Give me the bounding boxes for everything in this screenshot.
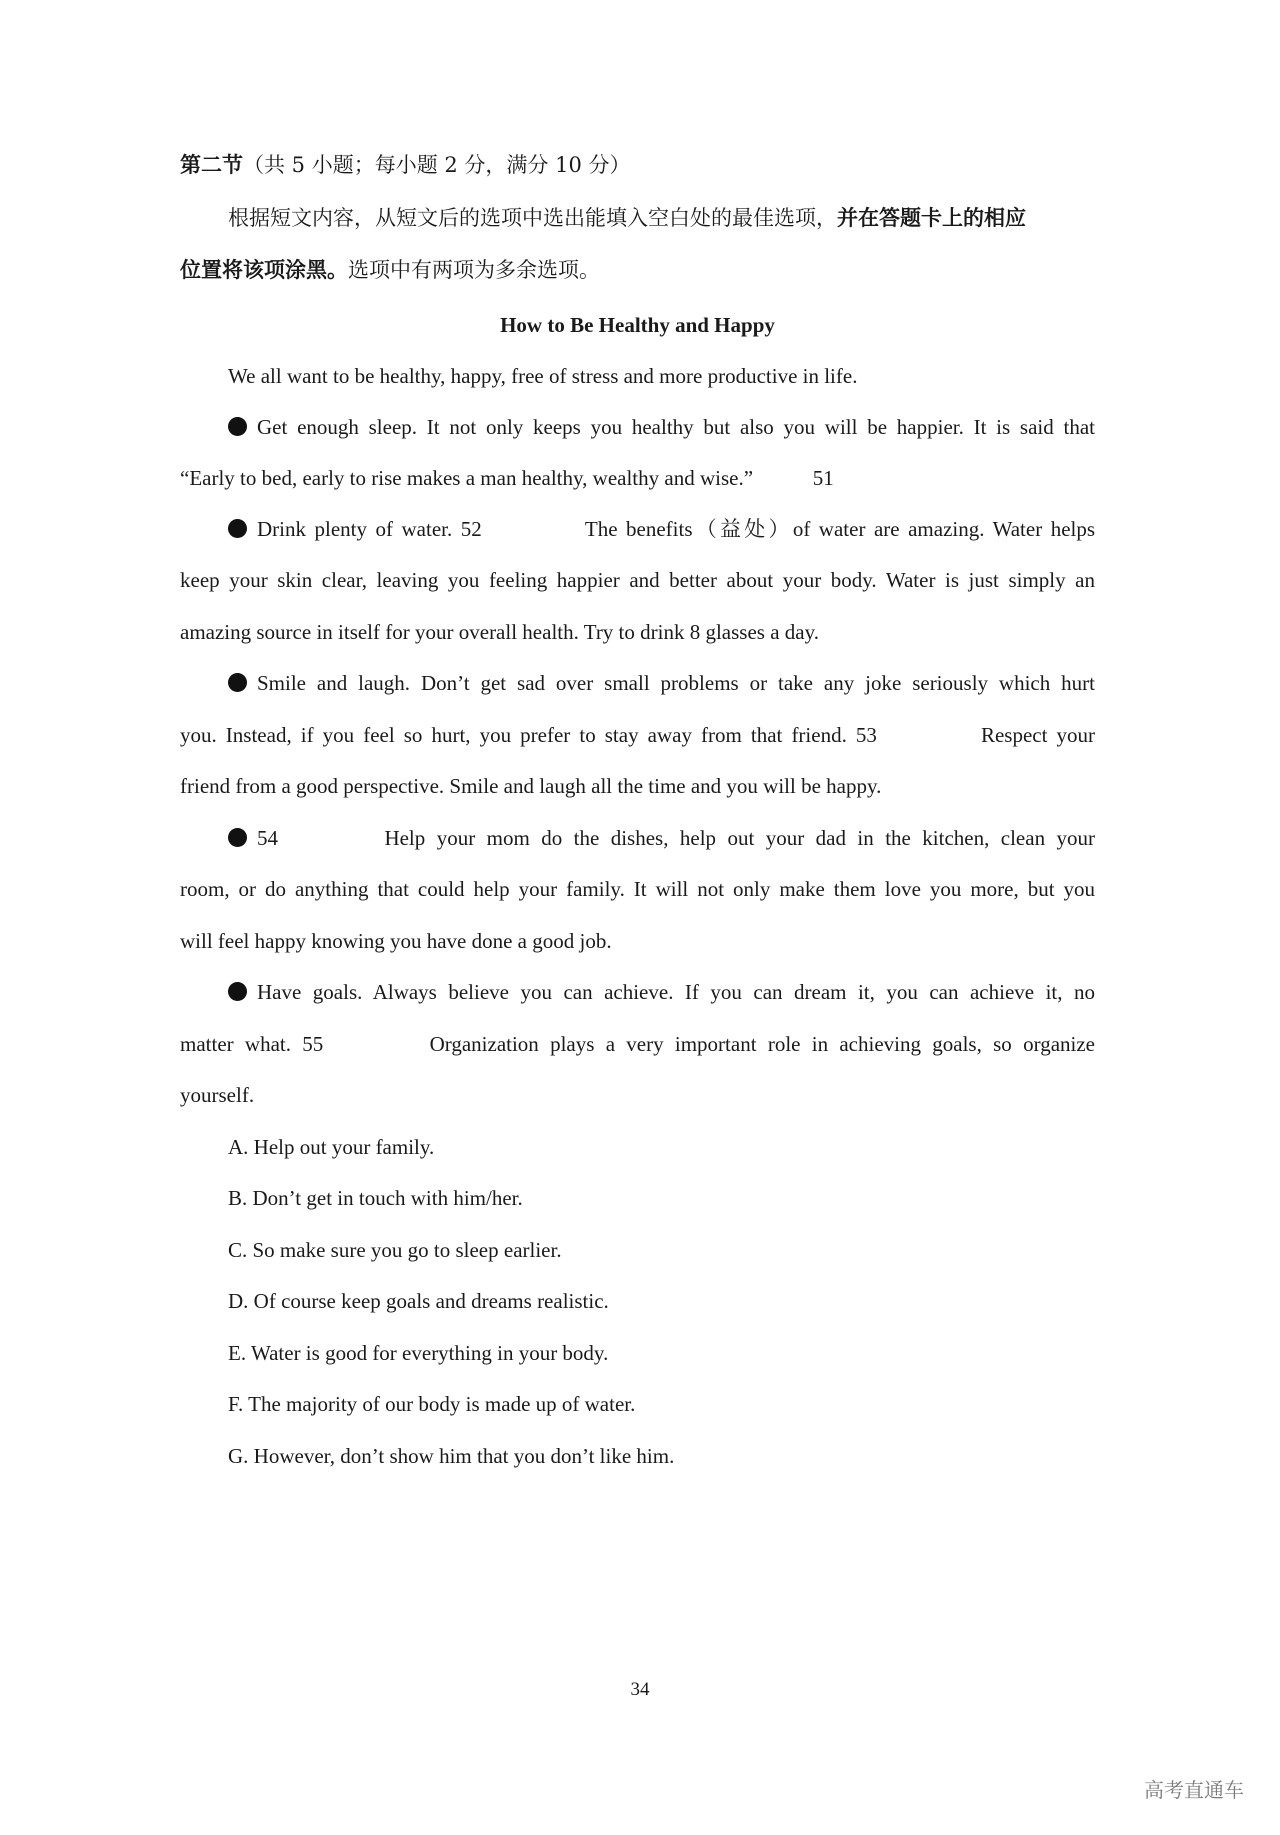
paragraph-text: you. Instead, if you feel so hurt, you prefer to stay away from that friend. bbox=[180, 723, 847, 747]
option-e: E. Water is good for everything in your body. bbox=[228, 1341, 609, 1365]
passage-intro: We all want to be healthy, happy, free of stress and more productive in life. bbox=[228, 364, 858, 388]
paragraph-4-line-3: will feel happy knowing you have done a good job. bbox=[180, 929, 612, 953]
section-heading bbox=[180, 150, 631, 180]
paragraph-4-line-1 bbox=[180, 823, 1095, 853]
blank-number: 55 bbox=[302, 1032, 324, 1056]
paragraph-text: “Early to bed, early to rise makes a man healthy, wealthy and wise.” bbox=[180, 466, 754, 490]
instruction-line-2 bbox=[180, 255, 600, 285]
instruction-bold-text: 位置将该项涂黑。 bbox=[180, 257, 348, 282]
section-title: 第二节 bbox=[180, 152, 243, 177]
paragraph-1-line-1 bbox=[180, 412, 1095, 442]
section-note: （共 5 小题；每小题 2 分，满分 10 分） bbox=[243, 153, 631, 177]
paragraph-text: Help your mom do the dishes, help out your dad in the kitchen, clean your bbox=[384, 826, 1095, 850]
page-number: 34 bbox=[630, 1679, 650, 1700]
blank-number: 54 bbox=[257, 826, 278, 850]
bullet-icon bbox=[228, 417, 247, 436]
paragraph-text: matter what. bbox=[180, 1032, 291, 1056]
instruction-line-1 bbox=[228, 203, 1026, 233]
option-b: B. Don’t get in touch with him/her. bbox=[228, 1186, 523, 1210]
paragraph-text: The benefits bbox=[584, 517, 693, 541]
paragraph-text: Have goals. Always believe you can achieve. If you can dream it, you can achieve it, no bbox=[257, 980, 1095, 1004]
option-a: A. Help out your family. bbox=[228, 1135, 435, 1159]
paragraph-5-line-2 bbox=[180, 1029, 1095, 1059]
paragraph-4-line-2: room, or do anything that could help your family. It will not only make them love you more, but you bbox=[180, 877, 1095, 901]
chinese-gloss: （益处） bbox=[692, 517, 793, 541]
paragraph-text: Respect your bbox=[980, 723, 1095, 747]
paragraph-5-line-3: yourself. bbox=[180, 1083, 255, 1107]
blank-number: 51 bbox=[812, 466, 834, 490]
paragraph-1-line-2 bbox=[180, 463, 876, 493]
paragraph-3-line-2 bbox=[180, 720, 1095, 750]
instruction-text: 选项中有两项为多余选项。 bbox=[348, 258, 600, 282]
blank-55 bbox=[302, 1029, 418, 1059]
blank-53 bbox=[856, 720, 972, 750]
blank-number: 53 bbox=[855, 723, 877, 747]
option-d: D. Of course keep goals and dreams realistic. bbox=[228, 1289, 609, 1313]
instruction-text: 根据短文内容，从短文后的选项中选出能填入空白处的最佳选项， bbox=[228, 206, 837, 230]
bullet-icon bbox=[228, 828, 247, 847]
paragraph-text: Get enough sleep. It not only keeps you healthy but also you will be happier. It is said that bbox=[257, 415, 1095, 439]
paragraph-text: of water are amazing. Water helps bbox=[792, 517, 1096, 541]
blank-number: 52 bbox=[460, 517, 482, 541]
passage-title: How to Be Healthy and Happy bbox=[500, 313, 775, 337]
blank-54 bbox=[257, 823, 373, 853]
paragraph-5-line-1 bbox=[180, 977, 1095, 1007]
blank-51 bbox=[770, 463, 876, 493]
paragraph-text: Smile and laugh. Don’t get sad over small problems or take any joke seriously which hurt bbox=[257, 671, 1095, 695]
bullet-icon bbox=[228, 519, 247, 538]
bullet-icon bbox=[228, 673, 247, 692]
paragraph-text: Drink plenty of water. bbox=[257, 517, 453, 541]
paragraph-3-line-1 bbox=[180, 668, 1095, 698]
paragraph-text: Organization plays a very important role in achieving goals, so organize bbox=[429, 1032, 1095, 1056]
paragraph-2-line-1 bbox=[180, 514, 1095, 544]
option-g: G. However, don’t show him that you don’t like him. bbox=[228, 1444, 675, 1468]
instruction-bold-text: 并在答题卡上的相应 bbox=[837, 205, 1026, 230]
blank-52 bbox=[461, 514, 577, 544]
paragraph-3-line-3: friend from a good perspective. Smile and laugh all the time and you will be happy. bbox=[180, 774, 882, 798]
watermark: 高考直通车 bbox=[1144, 1778, 1244, 1802]
paragraph-2-line-2: keep your skin clear, leaving you feeling happier and better about your body. Water is just simply an bbox=[180, 568, 1095, 592]
bullet-icon bbox=[228, 982, 247, 1001]
option-c: C. So make sure you go to sleep earlier. bbox=[228, 1238, 562, 1262]
option-f: F. The majority of our body is made up of water. bbox=[228, 1392, 636, 1416]
paragraph-2-line-3: amazing source in itself for your overall health. Try to drink 8 glasses a day. bbox=[180, 620, 819, 644]
